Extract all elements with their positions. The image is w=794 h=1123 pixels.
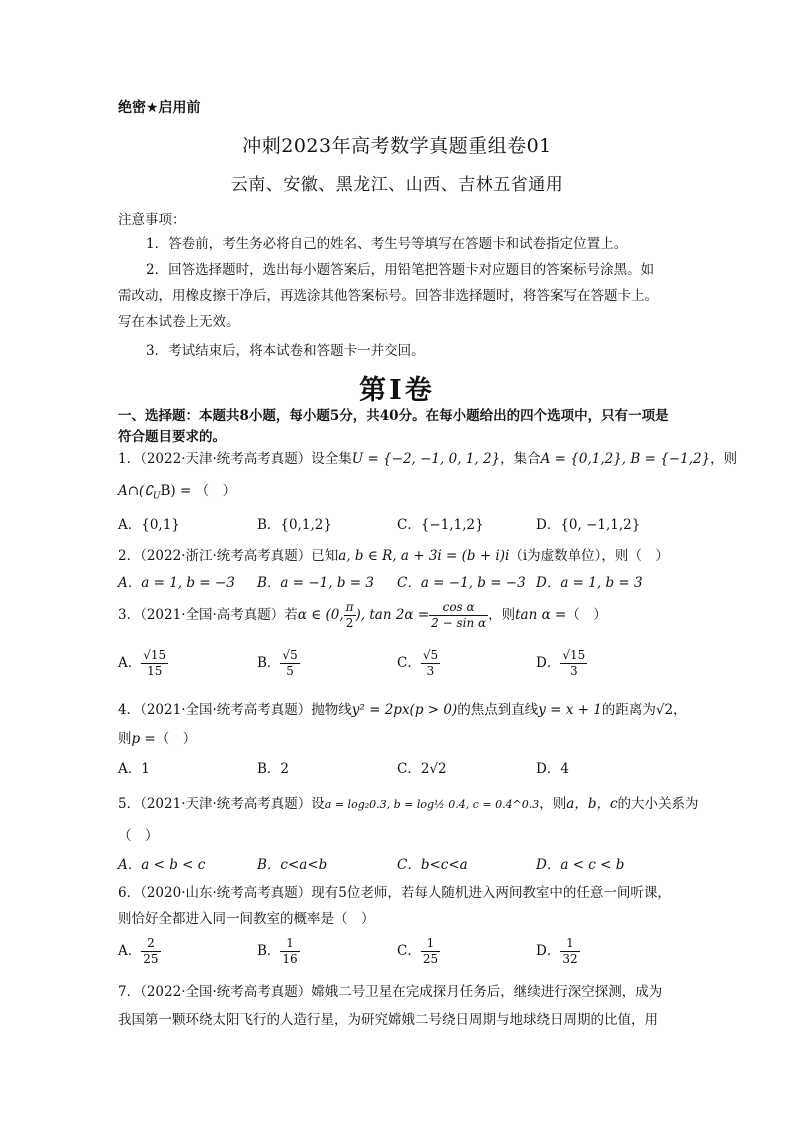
fraction-denominator: 15	[147, 664, 163, 678]
question-1-set-u: U = {−2, −1, 0, 1, 2}	[351, 451, 501, 467]
part-title: 第I卷	[359, 375, 435, 406]
question-2-expression: a, b ∈ R, a + 3i = (b + i)i	[338, 548, 510, 564]
question-6-line-1: 6．（2020·山东·统考高考真题）现有5位老师，若每人随机进入两间教室中的任意一间听课，	[118, 885, 671, 901]
option-label: B．	[257, 943, 281, 959]
question-5-option-b[interactable]: B．c<a<b	[257, 857, 328, 873]
question-4-source: 4．（2021·全国·统考高考真题）抛物线	[118, 702, 352, 718]
question-1-text-b: ，集合	[500, 451, 541, 467]
question-1-text-c: ，则	[710, 451, 738, 467]
fraction-numerator: 1	[280, 936, 299, 952]
question-4-line2-end: （ ）	[155, 731, 197, 747]
fraction-numerator: √5	[282, 648, 298, 662]
notice-item-3: 3．考试结束后，将本试卷和答题卡一并交回。	[146, 343, 425, 359]
fraction-denominator: 16	[282, 952, 298, 966]
option-fraction	[421, 648, 440, 679]
confidential-label: 绝密★启用前	[118, 100, 201, 116]
option-fraction	[421, 936, 440, 967]
question-4-line2-text: 则	[118, 731, 132, 747]
option-fraction	[280, 936, 299, 967]
fraction-denominator: 25	[422, 952, 439, 966]
question-5-option-c[interactable]: C．b<c<a	[397, 857, 468, 873]
question-5-option-d[interactable]: D．a < c < b	[536, 857, 625, 873]
question-1-option-c[interactable]: C．{−1,1,2}	[397, 517, 484, 533]
option-fraction	[141, 648, 168, 679]
question-1-option-b[interactable]: B．{0,1,2}	[257, 517, 332, 533]
question-2-stem	[118, 544, 669, 564]
fraction-numerator: 2	[141, 936, 160, 952]
question-5-text-c: 的大小关系为	[617, 796, 699, 812]
question-1-stem	[118, 447, 737, 467]
question-4-text-c: 的距离为	[601, 702, 656, 718]
option-label: A．	[118, 655, 142, 671]
exam-title: 冲刺2023年高考数学真题重组卷01	[242, 135, 552, 157]
question-4-text-b: 的焦点到直线	[457, 702, 539, 718]
fraction-denominator: 2 − sin α	[431, 616, 487, 630]
fraction-numerator: √15	[143, 648, 167, 662]
question-2-option-a[interactable]: A．a = 1, b = −3	[118, 575, 235, 591]
option-label: D．	[536, 655, 561, 671]
question-5-answer-bracket: （ ）	[118, 828, 159, 844]
section-header: 一、选择题：本题共8小题，每小题5分，共40分。在每小题给出的四个选项中，只有一项是符合题目要求的。	[118, 408, 669, 445]
question-5-option-a[interactable]: A．a < b < c	[118, 857, 206, 873]
question-4-option-a[interactable]: A．1	[118, 761, 150, 777]
question-1-expression	[118, 479, 236, 502]
question-1-sets: A = {0,1,2}, B = {−1,2}	[540, 451, 711, 467]
question-1-expr-a: A∩(∁	[118, 483, 153, 499]
question-5-expression: a = log₂0.3, b = log½ 0.4, c = 0.4^0.3	[324, 798, 540, 811]
fraction-numerator: √5	[422, 648, 439, 662]
fraction-numerator: 1	[421, 936, 440, 952]
question-4-option-b[interactable]: B．2	[257, 761, 290, 777]
question-4-expr-a: y² = 2px(p > 0)	[351, 702, 458, 718]
question-5-text-b: ，则	[539, 796, 567, 812]
question-1-option-d[interactable]: D．{0, −1,1,2}	[536, 517, 641, 533]
fraction-denominator: 5	[286, 664, 294, 678]
question-4-line2-expr: p =	[131, 731, 156, 747]
fraction-denominator: 3	[426, 664, 435, 678]
question-5-vars: a，b，c	[566, 796, 618, 812]
question-3-expr-b: ), tan 2α =	[355, 607, 430, 623]
question-6-option-d[interactable]	[536, 936, 580, 967]
fraction-denominator: 3	[569, 664, 578, 678]
question-6-line-2: 则恰好全都进入同一间教室的概率是（ ）	[118, 911, 375, 927]
fraction-denominator: 32	[562, 952, 578, 966]
question-4-option-d[interactable]: D．4	[536, 761, 569, 777]
option-label: C．	[397, 943, 421, 959]
question-5-stem	[118, 792, 699, 812]
option-fraction	[560, 936, 579, 967]
fraction-denominator: 2	[345, 616, 354, 630]
question-7-line-1: 7．（2022·全国·统考高考真题）嫦娥二号卫星在完成探月任务后，继续进行深空探测，成为	[118, 984, 663, 1000]
question-3-expr-c: tan α =	[515, 607, 567, 623]
question-1-source: 1．（2022·天津·统考高考真题）设全集	[118, 451, 352, 467]
question-6-option-a[interactable]	[118, 936, 161, 967]
question-1-option-a[interactable]: A．{0,1}	[118, 517, 180, 533]
option-fraction	[560, 648, 587, 679]
notice-item-2-cont2: 写在本试卷上无效。	[118, 314, 240, 330]
question-3-option-b[interactable]	[257, 648, 300, 679]
question-3-fraction-pi	[344, 600, 356, 631]
question-2-option-c[interactable]: C．a = −1, b = −3	[397, 575, 526, 591]
question-1-expr-end: B) = （ ）	[160, 483, 237, 499]
option-fraction	[141, 936, 160, 967]
fraction-denominator: 25	[143, 952, 159, 966]
option-label: D．	[536, 943, 561, 959]
notice-item-2-cont: 需改动，用橡皮擦干净后，再选涂其他答案标号。回答非选择题时，将答案写在答题卡上。	[118, 288, 658, 304]
question-2-text-b: （i为虚数单位），则（ ）	[509, 548, 669, 564]
question-5-source: 5．（2021·天津·统考高考真题）设	[118, 796, 325, 812]
notice-item-1: 1．答卷前，考生务必将自己的姓名、考生号等填写在答题卡和试卷指定位置上。	[146, 236, 628, 252]
fraction-numerator: π	[345, 600, 354, 614]
question-4-text-d: ，	[673, 702, 687, 718]
question-2-option-b[interactable]: B．a = −1, b = 3	[257, 575, 374, 591]
question-3-option-a[interactable]	[118, 648, 168, 679]
notice-item-2: 2．回答选择题时，选出每小题答案后，用铅笔把答题卡对应题目的答案标号涂黑。如	[146, 262, 655, 278]
question-4-stem	[118, 698, 687, 718]
question-2-option-d[interactable]: D．a = 1, b = 3	[536, 575, 643, 591]
question-3-expr-a: α ∈ (0,	[297, 607, 344, 623]
fraction-numerator: 1	[560, 936, 579, 952]
option-label: C．	[397, 655, 421, 671]
question-6-option-b[interactable]	[257, 936, 300, 967]
question-3-source: 3．（2021·全国·高考真题）若	[118, 607, 298, 623]
question-1-expr-sub: U	[152, 491, 161, 502]
notice-heading: 注意事项：	[118, 212, 186, 228]
option-label: B．	[257, 655, 281, 671]
question-4-line-2	[118, 727, 196, 747]
question-4-expr-c: √2	[655, 702, 674, 718]
fraction-numerator: cos α	[429, 600, 488, 616]
question-6-option-c[interactable]	[397, 936, 440, 967]
question-3-fraction-cos	[429, 600, 488, 631]
question-3-stem	[118, 600, 607, 631]
question-3-option-d[interactable]	[536, 648, 587, 679]
question-4-option-c[interactable]: C．2√2	[397, 761, 447, 777]
option-fraction	[280, 648, 299, 679]
fraction-numerator: √15	[562, 648, 586, 662]
option-label: A．	[118, 943, 142, 959]
question-3-text-c: （ ）	[566, 607, 607, 623]
question-3-option-c[interactable]	[397, 648, 440, 679]
question-4-expr-b: y = x + 1	[538, 702, 602, 718]
question-3-text-b: ，则	[488, 607, 516, 623]
question-7-line-2: 我国第一颗环绕太阳飞行的人造行星，为研究嫦娥二号绕日周期与地球绕日周期的比值，用	[118, 1012, 658, 1028]
question-2-source: 2．（2022·浙江·统考高考真题）已知	[118, 548, 339, 564]
exam-subtitle: 云南、安徽、黑龙江、山西、吉林五省通用	[230, 175, 564, 195]
